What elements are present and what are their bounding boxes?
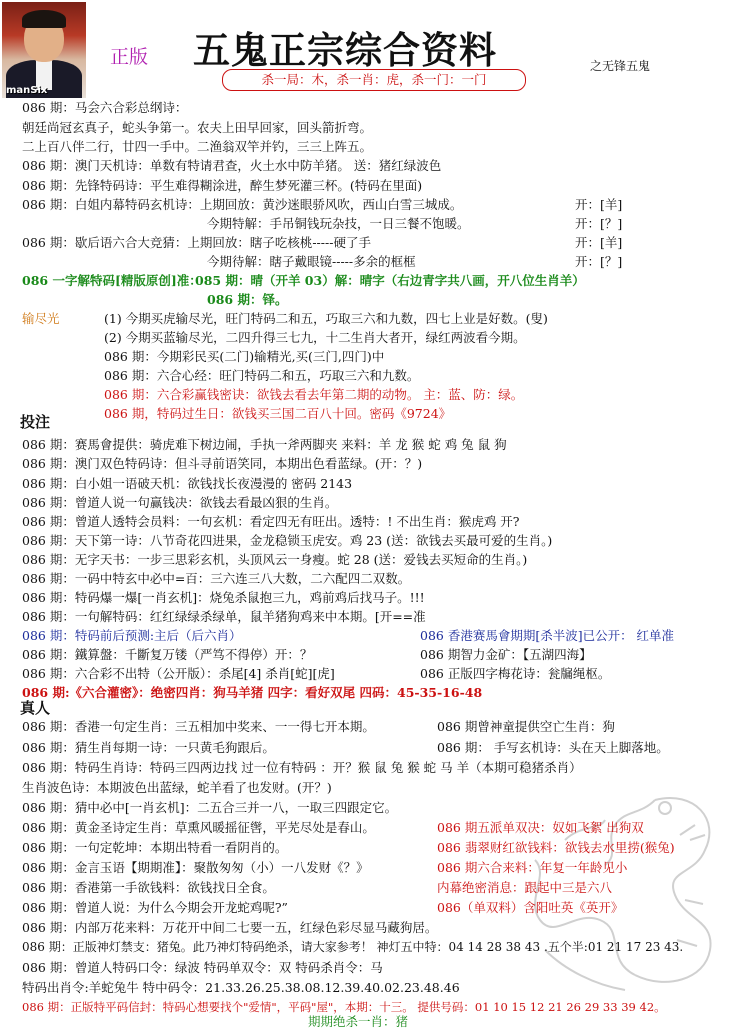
text-line: 086 香港赛馬會期期[杀半波]已公开： 红单准 [420,628,675,643]
text-line: 086 期：特码生肖诗：特码三四两边找 过一位有特码 ：开？猴 鼠 兔 猴 蛇 马 羊（本期可稳猪杀肖） [22,760,582,775]
text-line: (2) 今期买蓝输尽光，二四升得三七九，十二生肖大者开，绿红两波看今期。 [104,330,526,345]
text-line: 086 期：正版特平码信封：特码心想要找个"爱情"，平码"屋"，本期：十三。 提供号码：01 10 15 12 21 26 29 33 39 42。 [22,1000,666,1014]
text-line: 086 期六合来料：年复一年龄见小 [437,860,628,875]
text-line: 二上百八伴二行，廿四一手中。二渔翁双竿并钓，三三上阵五。 [22,139,373,154]
text-line: 今期待解：瞎子戴眼镜-----多余的框框 [207,254,416,269]
text-line: 086 期：赛馬會提供：骑虎难下树边闹，手执一斧两脚夹 来料：羊 龙 猴 蛇 鸡 兔 鼠 狗 [22,437,507,452]
text-line: 086 期：特码前后预测:主后（后六肖） [22,628,242,643]
section-title-zhenren: 真人 [20,699,51,717]
text-line: 086 期：澳门双色特码诗：但斗寻前语笑同，本期出色看蓝绿。(开：？) [22,456,423,471]
text-line: 086 正版四字梅花诗：瓮牖绳枢。 [420,666,611,681]
text-line: 086 期： 手写玄机诗：头在天上脚落地。 [437,740,669,755]
text-line: 内幕绝密消息：跟起中三是六八 [437,880,613,895]
text-line: 086 期：马会六合彩总纲诗： [22,100,188,115]
zhengban-label: 正版 [110,46,149,68]
avatar-hair [22,10,66,28]
text-line: 086 期：曾道人特码口令：绿波 特码单双令：双 特码杀肖令：马 [22,960,383,975]
text-line: 生肖波色诗：本期波色出蓝绿，蛇羊看了也发财。(开？) [22,780,332,795]
answer-label: 开：[？] [575,254,623,269]
text-line: 特码出肖令:羊蛇兔牛 特中码令：21.33.26.25.38.08.12.39.40.02.23.48.46 [22,980,460,995]
text-line: 086 期：特码爆一爆[一肖玄机]：烧兔杀鼠抱三九，鸡前鸡后找马子。!!! [22,590,425,605]
text-line: 086 期：曾道人说一句赢钱决：欲钱去看最凶狠的生肖。 [22,495,338,510]
jiezi-line-part2: 085 期：晴（开羊 03）解：晴字（右边青字共八画，开八位生肖羊） [195,273,585,288]
text-line: 086 期：今期彩民买(二门)输精光,买(三门,四门)中 [104,349,385,364]
text-line: 086 期：一码中特玄中必中=百：三六连三八大数，二六配四二双数。 [22,571,411,586]
shujin-label: 输尽光 [22,311,60,326]
text-line: 086 期智力金矿：【五湖四海】 [420,647,592,662]
section-title-touzhu: 投注 [20,413,51,431]
text-line: 086 期五派单双决：奴如飞絮 出狗双 [437,820,644,835]
page-title: 五鬼正宗综合资料 [193,28,497,72]
text-line: 086 期：白小姐一语破天机：欲钱找长夜漫漫的 密码 2143 [22,476,353,491]
text-line: 086 期：鐵算盤：千斷复万镂（严笃不得停）开：？ [22,647,313,662]
text-line: 086 期：六合心经：旺门特码二和五，巧取三六和九数。 [104,368,420,383]
prediction-line: 086 期：铎。 [207,292,288,307]
text-line: 086 期：香港一句定生肖：三五相加中奖来、一一得七开本期。 [22,719,375,734]
text-line: (1) 今期买虎输尽光，旺门特码二和五，巧取三六和九数，四七上业是好数。(叟) [104,311,548,326]
answer-label: 开：[？] [575,216,623,231]
text-line: 今期特解：手吊铜钱玩杂技，一日三餐不饱暖。 [207,216,470,231]
author-name: 之无锋五鬼 [590,59,651,73]
text-line: 086 期：曾道人说：为什么今期会开龙蛇鸡呢?” [22,900,288,915]
text-line: 朝廷尚冠玄真子，蛇头争第一。农夫上田早回家，回头箭折弯。 [22,120,373,135]
avatar-tag: manSix [6,85,48,96]
text-line: 086 期：猜中必中[一肖玄机]：二五合三并一八，一取三四跟定它。 [22,800,398,815]
text-line: 086（单双料）含阳吐英《英开》 [437,900,624,915]
text-line: 086 期：一句定乾坤：本期出特看一看阴肖的。 [22,840,288,855]
text-line: 086 翡翠财红欲钱料：欲钱去水里捞(猴兔) [437,840,675,855]
text-line: 086 期：无字天书：一步三思彩玄机，头顶风云一身瘦。蛇 28 (送：爱钱去买短命的生肖。) [22,552,528,567]
text-line: 086 期：天下第一诗：八节奇花四进果，金龙稳锁玉虎安。鸡 23 (送：欲钱去买最可爱的生肖。) [22,533,553,548]
answer-label: 开：[羊] [575,197,623,212]
text-line: 086 期：先锋特码诗：平生难得糊涂进，醉生梦死灌三杯。(特码在里面) [22,178,423,193]
text-line: 086 期：猜生肖每期一诗：一只黄毛狗跟后。 [22,740,275,755]
text-line: 086 期：一句解特码：红红绿绿杀绿单，鼠羊猪狗鸡来中本期。[开==准 [22,609,426,624]
text-line: 086 期：内部万花来料：万花开中间二七要一五，红绿色彩尽显马藏狗居。 [22,920,438,935]
jiezi-line-part1: 086 一字解特码[精版原创]准： [22,273,202,288]
text-line: 086 期：六合彩赢钱密诀：欲钱去看去年第二期的动物。 主：蓝、防：绿。 [104,387,524,402]
text-line: 086 期：白姐内幕特码玄机诗：上期回放：黄沙迷眼骄风吹，西山白雪三城成。 [22,197,463,212]
text-line: 086 期：金言玉语【期期准】：聚散匆匆（小）一八发财《？》 [22,860,369,875]
text-line: 086 期：香港第一手欲钱料：欲钱找日全食。 [22,880,275,895]
text-line: 086 期：曾道人透特会员料：一句玄机：看定四无有旺出。透特：! 不出生肖：猴虎鸡 开? [22,514,520,529]
footer-kill-line: 期期绝杀一肖：猪 [308,1014,409,1029]
text-line: 086 期:《六合灌密》：绝密四肖：狗马羊猪 四字：看好双尾 四码：45-35-16-48 [22,685,483,700]
text-line: 086 期：正版神灯禁支：猪兔。此乃神灯特码绝杀，请大家参考！ 神灯五中特：04 14 28 38 43 .五个半:01 21 17 23 43. [22,940,684,954]
text-line: 086 期曾神童提供空亡生肖：狗 [437,719,615,734]
text-line: 086 期：六合彩不出特（公开版）：杀尾[4] 杀肖[蛇][虎] [22,666,335,681]
text-line: 086 期：澳门天机诗：单数有特请君查，火土水中防羊猪。 送：猪红绿波色 [22,158,442,173]
kill-summary-box: 杀一局：木，杀一肖：虎，杀一门：一门 [222,69,526,91]
text-line: 086 期：歇后语六合大竞猜：上期回放：瞎子吃核桃-----硬了手 [22,235,371,250]
answer-label: 开：[羊] [575,235,623,250]
text-line: 086 期：黄金圣诗定生肖：草熏风暖摇征辔，平芜尽处是春山。 [22,820,375,835]
author-avatar [2,2,86,98]
text-line: 086 期，特码过生日：欲钱买三国二百八十回。密码《9724》 [104,406,452,421]
